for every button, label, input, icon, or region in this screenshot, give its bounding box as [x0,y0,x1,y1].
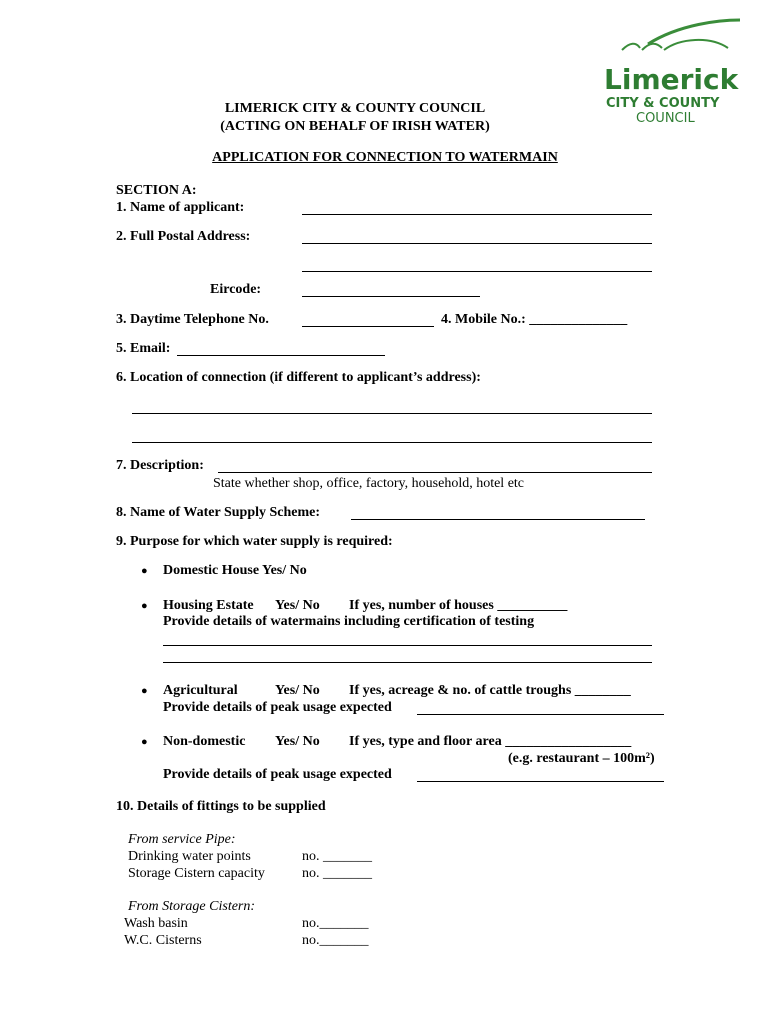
agri-details: Provide details of peak usage expected [163,700,392,715]
service-pipe-heading: From service Pipe: [128,832,236,847]
section-heading: SECTION A: [116,183,197,198]
housing-label: Housing Estate [163,598,254,613]
council-logo [600,14,760,130]
eircode-line [302,296,480,297]
page-title: APPLICATION FOR CONNECTION TO WATERMAIN [212,150,558,165]
domestic-option: Domestic House Yes/ No [163,563,307,578]
drinking-no: no. _______ [302,849,372,864]
wc-label: W.C. Cisterns [124,933,202,948]
housing-details: Provide details of watermains including certification of testing [163,614,535,629]
nondom-ifyes: If yes, type and floor area __________________ [349,734,632,749]
nondom-example: (e.g. restaurant – 100m²) [508,751,655,766]
q3-line [302,326,434,327]
drinking-label: Drinking water points [128,849,251,864]
q2-line-2 [302,271,652,272]
logo-line2: CITY & COUNTY [606,96,720,111]
q1-label: 1. Name of applicant: [116,200,245,215]
fittings-heading: 10. Details of fittings to be supplied [116,799,326,814]
q6-label: 6. Location of connection (if different to applicant’s address): [116,370,481,385]
q5-line [177,355,385,356]
eircode-label: Eircode: [210,282,262,297]
q6-line-2 [132,442,652,443]
housing-line-1 [163,645,652,646]
wash-no: no._______ [302,916,369,931]
q7-label: 7. Description: [116,458,204,473]
q9-label: 9. Purpose for which water supply is required: [116,534,393,549]
q3-label: 3. Daytime Telephone No. [116,312,269,327]
agri-ifyes: If yes, acreage & no. of cattle troughs ________ [349,683,631,698]
housing-ifyes: If yes, number of houses __________ [349,598,568,613]
org-line2: (ACTING ON BEHALF OF IRISH WATER) [220,119,490,134]
bullet-icon: ● [141,565,148,577]
bullet-icon: ● [141,685,148,697]
org-line1: LIMERICK CITY & COUNTY COUNCIL [224,101,486,116]
nondom-yesno: Yes/ No [275,734,320,749]
nondom-details: Provide details of peak usage expected [163,767,392,782]
bullet-icon: ● [141,736,148,748]
q4-label: 4. Mobile No.: ______________ [441,312,628,327]
logo-word: Limerick [604,63,739,96]
housing-yesno: Yes/ No [275,598,320,613]
storage-cistern-heading: From Storage Cistern: [128,899,256,914]
q7-line [218,472,652,473]
q5-label: 5. Email: [116,341,171,356]
q7-hint: State whether shop, office, factory, household, hotel etc [213,476,525,491]
housing-line-2 [163,662,652,663]
q2-line-1 [302,243,652,244]
storage-label: Storage Cistern capacity [128,866,265,881]
q2-label: 2. Full Postal Address: [116,229,251,244]
q8-line [351,519,645,520]
wc-no: no._______ [302,933,369,948]
storage-no: no. _______ [302,866,372,881]
nondom-details-line [417,781,664,782]
agri-label: Agricultural [163,683,238,698]
wash-label: Wash basin [124,916,188,931]
agri-details-line [417,714,664,715]
q1-line [302,214,652,215]
nondom-label: Non-domestic [163,734,246,749]
q6-line-1 [132,413,652,414]
logo-line3: COUNCIL [636,111,695,126]
agri-yesno: Yes/ No [275,683,320,698]
bullet-icon: ● [141,600,148,612]
q8-label: 8. Name of Water Supply Scheme: [116,505,321,520]
